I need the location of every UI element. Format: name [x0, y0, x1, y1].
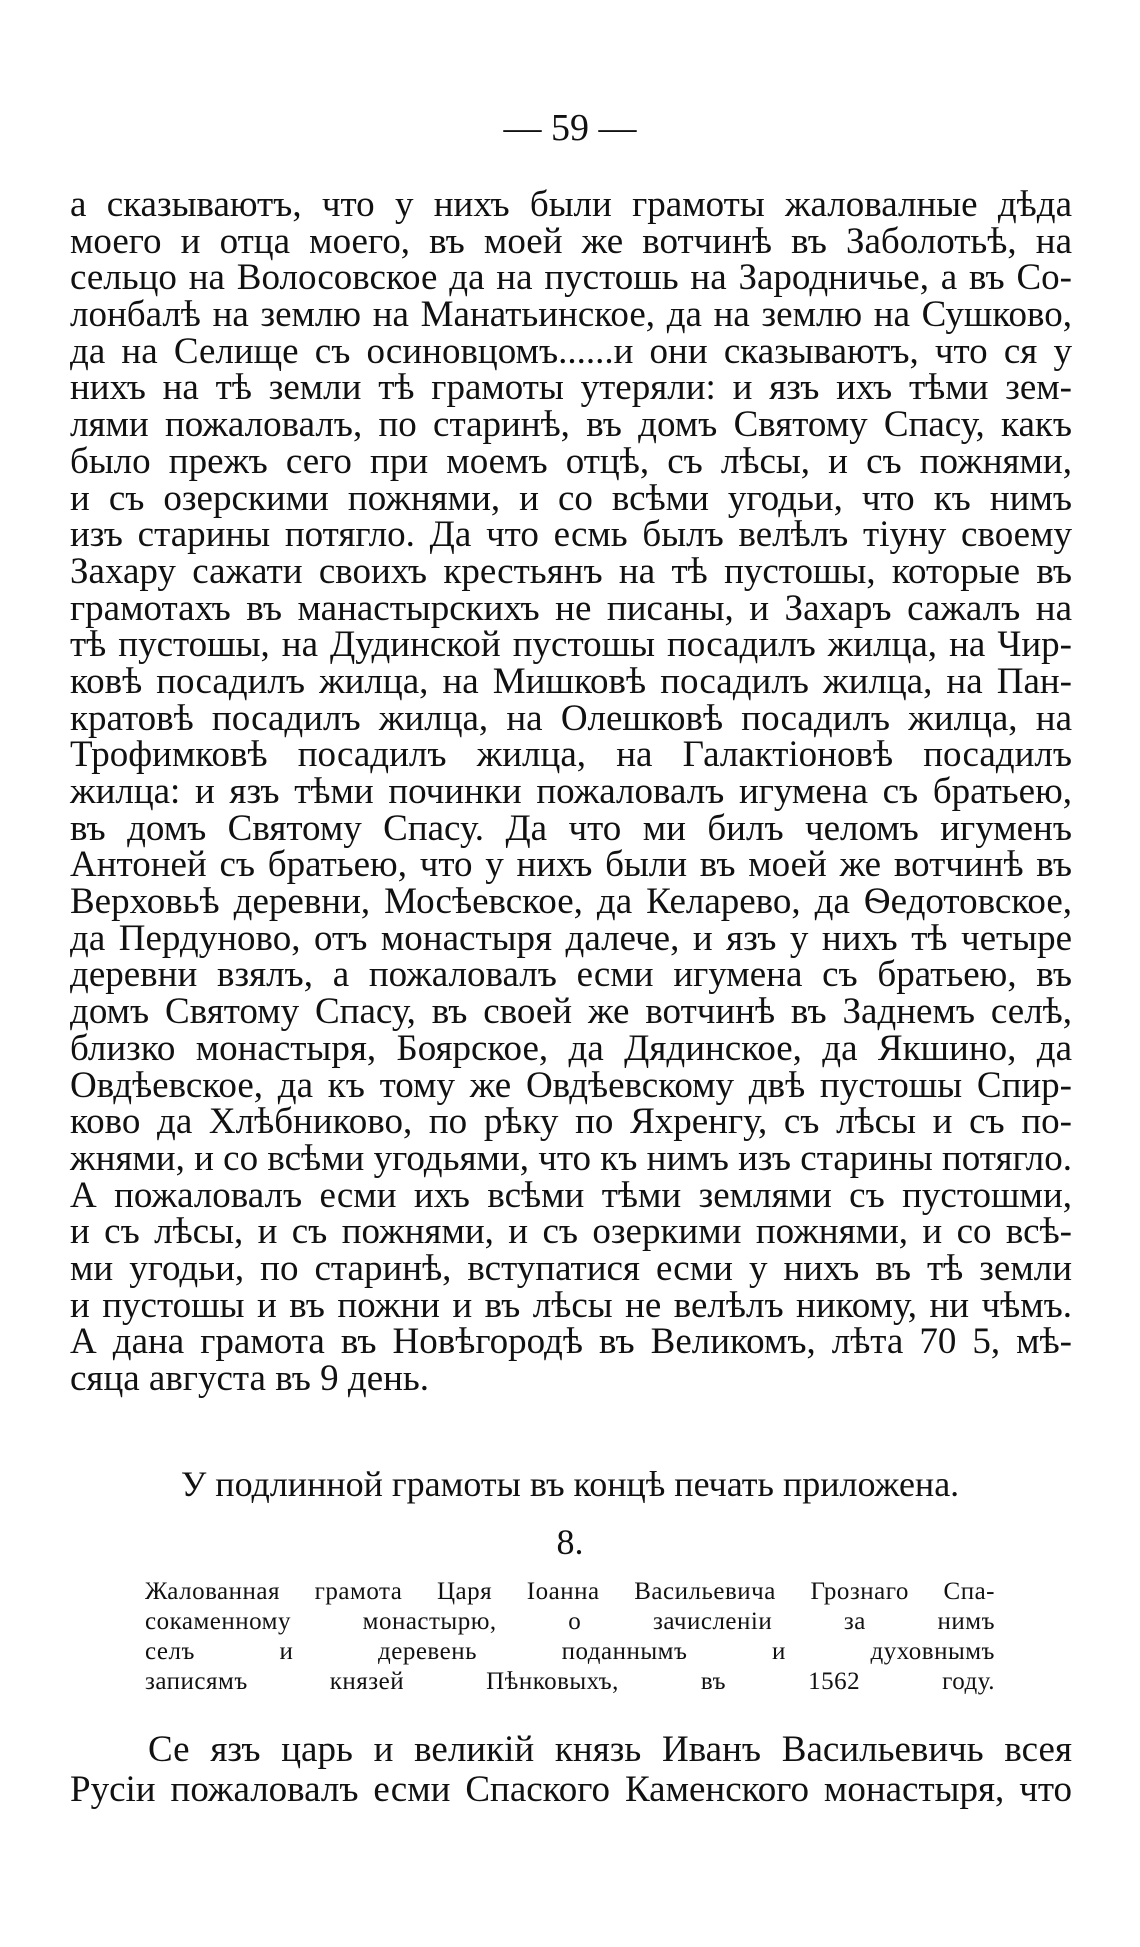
- text-line: Се язъ царь и великій князь Иванъ Васильевичь всея: [148, 1729, 1072, 1770]
- text-line: и пустошы и въ пожни и въ лѣсы не велѣлъ никому, ни чѣмъ.: [70, 1284, 1072, 1326]
- paragraph-2: [70, 1730, 1072, 1810]
- text-line: жилца: и язъ тѣми починки пожаловалъ игумена съ братьею,: [70, 771, 1072, 812]
- text-line: было прежъ сего при моемъ отцѣ, съ лѣсы, и съ пожнями,: [70, 440, 1072, 482]
- text-line: тѣ пустошы, на Дудинской пустошы посадилъ жилца, на Чир-: [70, 624, 1072, 666]
- text-line: Овдѣевское, да къ тому же Овдѣевскому двѣ пустошы Спир-: [70, 1064, 1072, 1106]
- text-line: лями пожаловалъ, по старинѣ, въ домъ Святому Спасу, какъ: [70, 404, 1072, 446]
- text-line: ковѣ посадилъ жилца, на Мишковѣ посадилъ жилца, на Пан-: [70, 660, 1072, 702]
- paragraph-1: [70, 184, 1072, 1399]
- text-line: А пожаловалъ есми ихъ всѣми тѣми землями съ пустошми,: [70, 1174, 1072, 1216]
- text-line: жнями, и со всѣми угодьями, что къ нимъ изъ старины потягло.: [70, 1137, 1072, 1179]
- text-line: близко монастыря, Боярское, да Дядинское, да Якшино, да: [70, 1027, 1072, 1069]
- text-line: и съ лѣсы, и съ пожнями, и съ озеркими пожнями, и со всѣ-: [70, 1211, 1072, 1253]
- text-line: грамотахъ въ манастырскихъ не писаны, и Захаръ сажалъ на: [70, 587, 1072, 629]
- text-line: Захару сажати своихъ крестьянъ на тѣ пустошы, которые въ: [70, 550, 1072, 592]
- text-line: деревни взялъ, а пожаловалъ есми игумена съ братьею, въ: [70, 954, 1072, 996]
- text-line: А дана грамота въ Новѣгородѣ въ Великомъ, лѣта 70 5, мѣ-: [70, 1321, 1072, 1363]
- text-line: ми угодьи, по старинѣ, вступатися есми у нихъ въ тѣ земли: [70, 1247, 1072, 1289]
- text-line: лонбалѣ на землю на Манатьинское, да на землю на Сушково,: [70, 294, 1072, 336]
- text-line: моего и отца моего, въ моей же вотчинѣ въ Заболотьѣ, на: [70, 220, 1072, 262]
- text-line: кратовѣ посадилъ жилца, на Олешковѣ посадилъ жилца, на: [70, 697, 1072, 739]
- heading-line: сокаменному монастырю, о зачисленіи за нимъ: [145, 1608, 995, 1635]
- text-line: Верховьѣ деревни, Мосѣевское, да Келарево, да Ѳедотовское,: [70, 881, 1072, 923]
- text-line: сельцо на Волосовское да на пустошь на Зародничье, а въ Со-: [70, 257, 1072, 299]
- page-number: — 59 —: [503, 107, 637, 149]
- heading-line: Жалованная грамота Царя Іоанна Васильевича Грознаго Спа-: [145, 1578, 995, 1605]
- text-line: изъ старины потягло. Да что есмь былъ велѣлъ тіуну своему: [70, 514, 1072, 556]
- heading-line: селъ и деревень поданнымъ и духовнымъ: [145, 1638, 995, 1665]
- text-line: нихъ на тѣ земли тѣ грамоты утеряли: и язъ ихъ тѣми зем-: [70, 367, 1072, 409]
- document-number: 8.: [556, 1522, 584, 1562]
- text-line: Трофимковѣ посадилъ жилца, на Галактіоновѣ посадилъ: [70, 734, 1072, 776]
- heading-line: записямъ князей Пѣнковыхъ, въ 1562 году.: [145, 1668, 995, 1695]
- text-line: да Пердуново, отъ монастыря далече, и язъ у нихъ тѣ четыре: [70, 917, 1072, 959]
- seal-note: У подлинной грамоты въ концѣ печать приложена.: [180, 1464, 960, 1504]
- text-line: въ домъ Святому Спасу. Да что ми билъ челомъ игуменъ: [70, 807, 1072, 849]
- text-line: ково да Хлѣбниково, по рѣку по Яхренгу, съ лѣсы и съ по-: [70, 1101, 1072, 1143]
- text-line: Русіи пожаловалъ есми Спаского Каменского монастыря, что: [70, 1769, 1072, 1810]
- text-line: Антоней съ братьею, что у нихъ были въ моей же вотчинѣ въ: [70, 844, 1072, 886]
- text-line: и съ озерскими пожнями, и со всѣми угодьи, что къ нимъ: [70, 477, 1072, 519]
- text-line: а сказываютъ, что у нихъ были грамоты жаловалные дѣда: [70, 184, 1072, 225]
- text-line: сяца августа въ 9 день.: [70, 1358, 430, 1399]
- document-heading: [145, 1577, 995, 1697]
- text-line: да на Селище съ осиновцомъ......и они сказываютъ, что ся у: [70, 330, 1072, 372]
- text-line: домъ Святому Спасу, въ своей же вотчинѣ въ Заднемъ селѣ,: [70, 991, 1072, 1033]
